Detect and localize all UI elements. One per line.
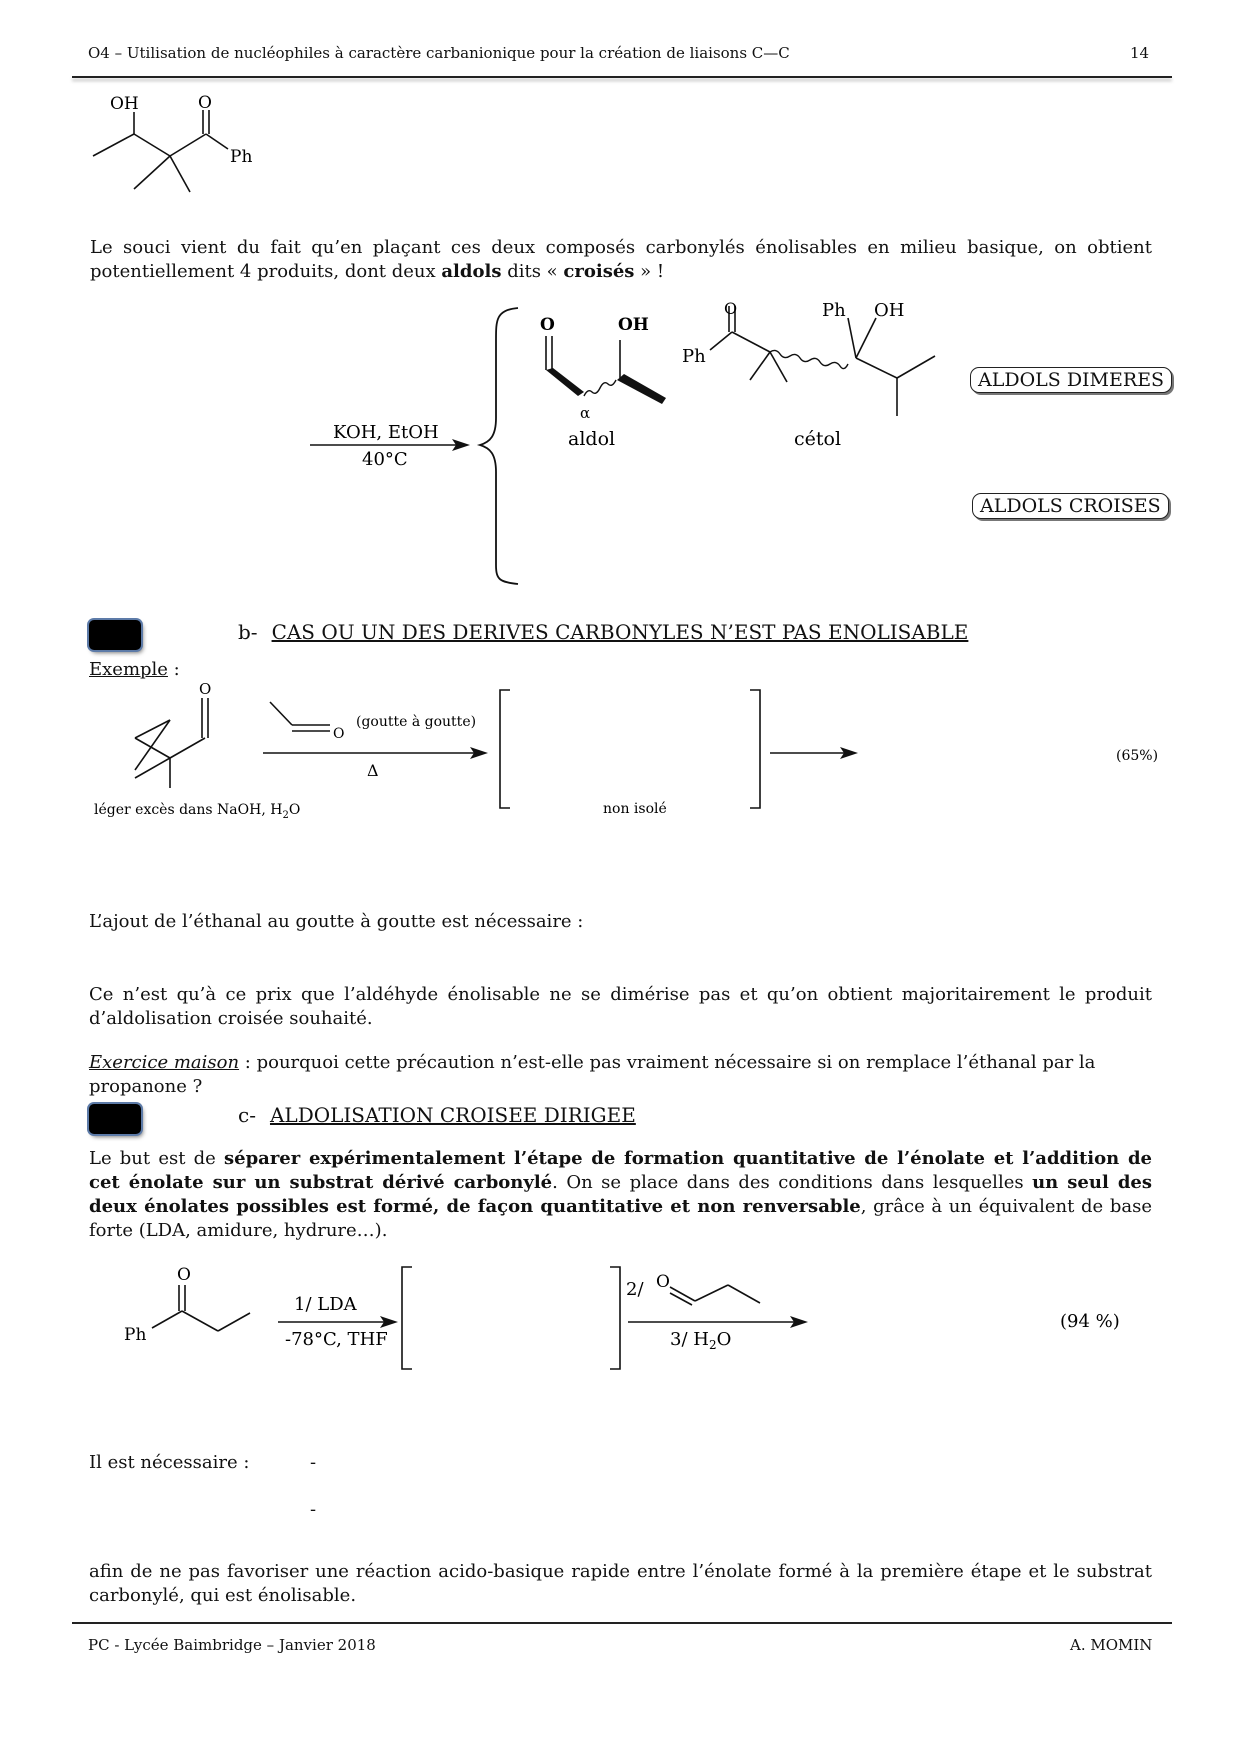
yield-94-label: (94 %) (1060, 1311, 1120, 1332)
para1-text-a: Le souci vient du fait qu’en plaçant ces deux composés carbonylés énolisables en milieu basique, on obtient potentiellement 4 produits, dont deux (90, 237, 1152, 282)
scheme3-diagram (110, 1265, 1150, 1375)
scheme1-diagram (300, 300, 1080, 590)
label-aldols-dimeres: ALDOLS DIMERES (970, 367, 1172, 393)
section-b-heading-text: CAS OU UN DES DERIVES CARBONYLES N’EST PAS ENOLISABLE (271, 620, 969, 644)
exemple-colon: : (167, 659, 180, 680)
excess-end: O (288, 802, 301, 818)
propiophenone-ph-label: Ph (124, 1325, 147, 1345)
exercice-line (89, 1051, 1159, 1099)
excess-subscript: 2 (282, 810, 289, 820)
necessaire-label: Il est nécessaire : (89, 1452, 250, 1473)
exercice-label: Exercice maison (89, 1052, 240, 1073)
para-but-bold-2: un seul des deux énolates possibles est formé, de façon quantitative et non renversable (89, 1172, 1152, 1217)
paragraph-ethanal: L’ajout de l’éthanal au goutte à goutte est nécessaire : (89, 911, 584, 932)
cetol-o-label: O (724, 300, 738, 318)
para1-bold-aldols: aldols (441, 261, 502, 282)
propiophenone-o-label: O (177, 1265, 191, 1285)
step1-bottom: -78°C, THF (285, 1329, 388, 1350)
cetol-name: cétol (794, 428, 842, 450)
scheme1-reagent-bottom: 40°C (362, 449, 408, 470)
pivaldehyde-o-label: O (199, 680, 212, 698)
necessaire-dash-2: - (310, 1499, 317, 1520)
para-but-a: Le but est de (89, 1148, 224, 1169)
top-molecule (80, 92, 300, 222)
section-c-title (238, 1103, 636, 1127)
aldol-alpha-label: α (580, 404, 591, 422)
para-but-c: . On se place dans des conditions dans lesquelles (552, 1172, 1033, 1193)
yield-65-label: (65%) (1116, 748, 1159, 764)
header-title: O4 – Utilisation de nucléophiles à caractère carbanionique pour la création de liaisons C—C (88, 44, 790, 62)
para1-text-e: » ! (634, 261, 665, 282)
excess-label (94, 802, 300, 820)
aldol-oh-label: OH (618, 315, 649, 335)
step2-label: 2/ (626, 1279, 644, 1300)
cetol-ph-left-label: Ph (682, 346, 706, 367)
necessaire-dash-1: - (310, 1452, 317, 1473)
non-isole-label: non isolé (603, 801, 667, 817)
top-o-label: O (198, 93, 212, 113)
scheme1-brace (480, 308, 518, 584)
excess-text: léger excès dans NaOH, H (94, 802, 283, 818)
exercice-text: : pourquoi cette précaution n’est-elle pas vraiment nécessaire si on remplace l’éthanal par la propanone ? (89, 1052, 1096, 1097)
para1-bold-croises: croisés (563, 261, 635, 282)
label-aldols-croises: ALDOLS CROISES (972, 493, 1169, 519)
section-c-label: c- (238, 1103, 256, 1127)
paragraph-afin: afin de ne pas favoriser une réaction acido-basique rapide entre l’énolate formé à la première étape et le substrat carbonylé, qui est énolisable. (89, 1561, 1152, 1606)
exemple-text: Exemple (89, 659, 168, 680)
step3-subscript: 2 (708, 1338, 717, 1352)
step3-text: 3/ H (670, 1329, 709, 1350)
aldol-name: aldol (568, 428, 616, 450)
ethanal-o-label: O (333, 726, 345, 742)
paragraph-but (89, 1147, 1152, 1243)
section-c-badge (89, 1104, 141, 1134)
cetol-oh-label: OH (874, 300, 905, 321)
step3-end: O (716, 1329, 732, 1350)
section-c-heading-text: ALDOLISATION CROISEE DIRIGEE (269, 1103, 636, 1127)
scheme2-diagram (80, 680, 1180, 820)
cetol-ph-top-label: Ph (822, 300, 846, 321)
paragraph-prix: Ce n’est qu’à ce prix que l’aldéhyde énolisable ne se dimérise pas et qu’on obtient majoritairement le produit d’aldolisation croisée souhaité. (89, 984, 1152, 1029)
footer-right: A. MOMIN (1070, 1636, 1153, 1654)
delta-label: Δ (367, 761, 379, 780)
paragraph-souci (90, 236, 1152, 284)
aldol-o-label: O (540, 315, 555, 335)
top-oh-label: OH (110, 94, 139, 114)
page-number: 14 (1130, 44, 1150, 62)
step1-top: 1/ LDA (294, 1294, 357, 1315)
footer-left: PC - Lycée Baimbridge – Janvier 2018 (88, 1636, 376, 1654)
top-ph-label: Ph (230, 147, 253, 167)
section-b-badge (89, 620, 141, 650)
header-rule (72, 76, 1172, 78)
footer-rule (72, 1622, 1172, 1624)
step2-o-label: O (656, 1272, 670, 1292)
section-b-label: b- (238, 620, 258, 644)
exemple-label (89, 658, 180, 682)
section-b-title (238, 620, 968, 644)
step3-label (670, 1329, 731, 1352)
goutte-label: (goutte à goutte) (356, 714, 477, 730)
para-but-e: , grâce à un équivalent de base forte (LDA, amidure, hydrure…). (89, 1196, 1152, 1241)
para1-text-c: dits « (501, 261, 564, 282)
para-but-bold-1: séparer expérimentalement l’étape de formation quantitative de l’énolate et l’addition de cet énolate sur un substrat dérivé carbonylé (89, 1148, 1152, 1193)
scheme1-reagent-top: KOH, EtOH (333, 422, 439, 443)
